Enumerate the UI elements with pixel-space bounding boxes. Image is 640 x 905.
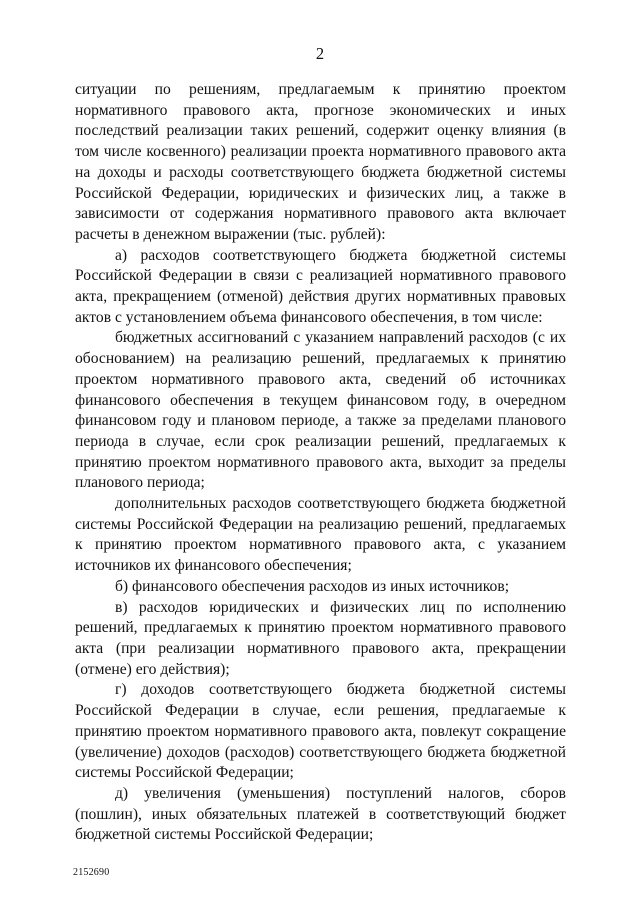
page-number: 2 [315, 44, 325, 63]
document-body [75, 80, 566, 846]
paragraph-continuation: ситуации по решениям, предлагаемым к принятию проектом нормативного правового акта, прогнозе экономических и иных последствий реализации таких решений, содержит оценку влияния (в том числе косвенного) реализации проекта нормативного правового акта на доходы и расходы соответствующего бюджета бюджетной системы Российской Федерации, юридических и физических лиц, а также в зависимости от содержания нормативного правового акта включает расчеты в денежном выражении (тыс. рублей): [75, 81, 566, 243]
paragraph-additional-expenses: дополнительных расходов соответствующего бюджета бюджетной системы Российской Федерации на реализацию решений, предлагаемых к принятию проектом нормативного правового акта, с указанием источников их финансового обеспечения; [75, 495, 566, 575]
paragraph-item-g: г) доходов соответствующего бюджета бюджетной системы Российской Федерации в случае, если решения, предлагаемые к принятию проектом нормативного правового акта, повлекут сокращение (увеличение) доходов (расходов) соответствующего бюджета бюджетной системы Российской Федерации; [75, 681, 566, 782]
paragraph-budget-allocations: бюджетных ассигнований с указанием направлений расходов (с их обоснованием) на реализацию решений, предлагаемых к принятию проектом нормативного правового акта, сведений об источниках финансового обеспечения в текущем финансовом году, в очередном финансовом году и плановом периоде, а также за пределами планового периода в случае, если срок реализации решений, предлагаемых к принятию проектом нормативного правового акта, выходит за пределы планового периода; [75, 329, 566, 492]
paragraph-item-b: б) финансового обеспечения расходов из иных источников; [115, 577, 510, 595]
paragraph-item-v: в) расходов юридических и физических лиц по исполнению решений, предлагаемых к принятию проектом нормативного правового акта (при реализации нормативного правового акта, прекращении (отмене) его действия); [75, 598, 566, 678]
document-code: 2152690 [73, 867, 110, 878]
paragraph-item-d: д) увеличения (уменьшения) поступлений налогов, сборов (пошлин), иных обязательных платежей в соответствующий бюджет бюджетной системы Российской Федерации; [75, 784, 566, 844]
paragraph-item-a: а) расходов соответствующего бюджета бюджетной системы Российской Федерации в связи с реализацией нормативного правового акта, прекращением (отменой) действия других нормативных правовых актов с установлением объема финансового обеспечения, в том числе: [75, 246, 566, 326]
